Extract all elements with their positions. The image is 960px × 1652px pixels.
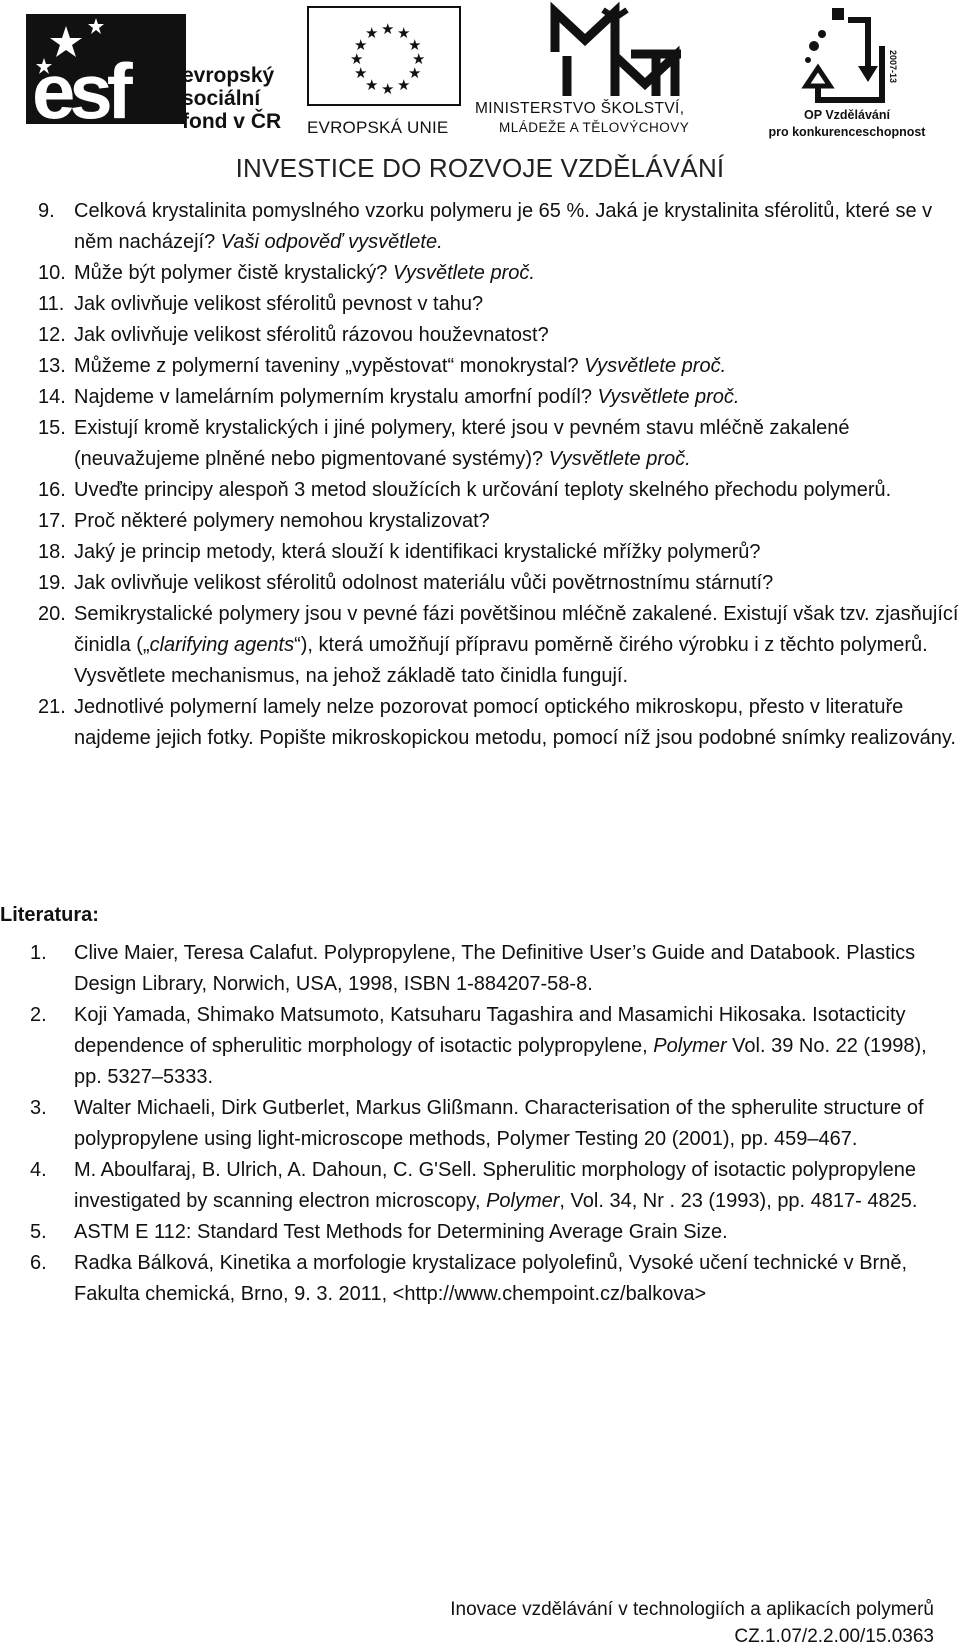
question-number: 14. bbox=[38, 386, 66, 408]
question-text: Celková krystalinita pomyslného vzorku polymeru je 65 %. Jaká je krystalinita sférolitů, které se v něm nacházejí? bbox=[74, 200, 933, 253]
reference-text: Walter Michaeli, Dirk Gutberlet, Markus Glißmann. Characterisation of the spherulite structure of polypropylene using light-microscope methods, Polymer Testing 20 (2001), pp. 459–467. bbox=[74, 1097, 924, 1150]
svg-text:★: ★ bbox=[408, 36, 422, 54]
footer-project-title: Inovace vzdělávání v technologiích a aplikacích polymerů bbox=[450, 1599, 934, 1620]
reference-item bbox=[0, 1217, 960, 1248]
question-item bbox=[0, 258, 960, 289]
question-number: 17. bbox=[38, 510, 66, 532]
questions-list bbox=[0, 196, 960, 754]
question-text: Jak ovlivňuje velikost sférolitů odolnost materiálu vůči povětrnostnímu stárnutí? bbox=[74, 572, 774, 594]
svg-text:★: ★ bbox=[365, 24, 379, 42]
op-line1: OP Vzdělávání bbox=[804, 108, 890, 122]
reference-text: ASTM E 112: Standard Test Methods for Determining Average Grain Size. bbox=[74, 1221, 728, 1243]
svg-text:esf: esf bbox=[32, 47, 127, 135]
question-text: Existují kromě krystalických i jiné polymery, které jsou v pevném stavu mléčně zakalené (neuvažujeme plněné nebo pigmentované systémy)? bbox=[74, 417, 850, 470]
esf-line1: evropský bbox=[182, 64, 275, 87]
question-number: 13. bbox=[38, 355, 66, 377]
svg-text:★: ★ bbox=[365, 76, 379, 94]
header-logos bbox=[0, 0, 960, 183]
eu-label: EVROPSKÁ UNIE bbox=[307, 118, 449, 137]
reference-item bbox=[0, 938, 960, 1000]
op-vk-logo bbox=[762, 6, 932, 138]
msmt-logo bbox=[475, 4, 755, 134]
question-text: Najdeme v lamelárním polymerním krystalu amorfní podíl? bbox=[74, 386, 592, 408]
op-mark bbox=[796, 6, 896, 106]
reference-item bbox=[0, 1093, 960, 1155]
question-text: Uveďte principy alespoň 3 metod sloužících k určování teploty skelného přechodu polymerů. bbox=[74, 479, 892, 501]
reference-text-cont: , Vol. 34, Nr . 23 (1993), pp. 4817- 4825. bbox=[559, 1190, 918, 1212]
eu-flag bbox=[307, 6, 461, 106]
question-item bbox=[0, 320, 960, 351]
questions-section bbox=[0, 196, 960, 754]
question-item bbox=[0, 537, 960, 568]
question-hint: Vaši odpověď vysvětlete. bbox=[220, 231, 443, 253]
literature-heading: Literatura: bbox=[0, 904, 99, 926]
question-hint: Vysvětlete proč. bbox=[584, 355, 727, 377]
footer-project-code: CZ.1.07/2.2.00/15.0363 bbox=[734, 1626, 934, 1647]
question-item bbox=[0, 599, 960, 692]
reference-item bbox=[0, 1248, 960, 1310]
svg-text:★: ★ bbox=[354, 36, 368, 54]
esf-line3: fond v ČR bbox=[182, 110, 282, 133]
esf-logo bbox=[26, 14, 296, 135]
reference-journal: Polymer bbox=[653, 1035, 727, 1057]
svg-text:★: ★ bbox=[397, 24, 411, 42]
question-item bbox=[0, 413, 960, 475]
question-item bbox=[0, 382, 960, 413]
esf-text bbox=[182, 64, 281, 133]
svg-text:★: ★ bbox=[354, 64, 368, 82]
question-hint: Vysvětlete proč. bbox=[392, 262, 535, 284]
question-term: clarifying agents bbox=[149, 634, 295, 656]
reference-number: 4. bbox=[30, 1159, 47, 1181]
reference-number: 5. bbox=[30, 1221, 47, 1243]
question-item bbox=[0, 568, 960, 599]
question-item bbox=[0, 692, 960, 754]
msmt-line2: MLÁDEŽE A TĚLOVÝCHOVY bbox=[499, 120, 690, 135]
question-item bbox=[0, 351, 960, 382]
svg-text:★: ★ bbox=[397, 76, 411, 94]
question-text: Může být polymer čistě krystalický? bbox=[74, 262, 388, 284]
reference-text: Clive Maier, Teresa Calafut. Polypropylene, The Definitive User’s Guide and Databook. Plastics Design Library, Norwich, USA, 1998, ISBN 1-884207-58-8. bbox=[74, 942, 916, 995]
svg-text:★: ★ bbox=[408, 64, 422, 82]
reference-number: 1. bbox=[30, 942, 47, 964]
question-number: 12. bbox=[38, 324, 66, 346]
reference-text: Radka Bálková, Kinetika a morfologie krystalizace polyolefinů, Vysoké učení technické v Brně, Fakulta chemická, Brno, 9. 3. 2011, <http://www.chempoint.cz/balkova> bbox=[74, 1252, 908, 1305]
svg-text:★: ★ bbox=[381, 20, 395, 38]
question-hint: Vysvětlete proč. bbox=[597, 386, 740, 408]
reference-journal: Polymer bbox=[486, 1190, 560, 1212]
investice-banner: INVESTICE DO ROZVOJE VZDĚLÁVÁNÍ bbox=[235, 153, 725, 183]
svg-text:★: ★ bbox=[412, 50, 426, 68]
question-number: 10. bbox=[38, 262, 66, 284]
question-number: 20. bbox=[38, 603, 66, 625]
esf-mark bbox=[26, 14, 186, 135]
question-text: Jak ovlivňuje velikost sférolitů rázovou houževnatost? bbox=[74, 324, 549, 346]
question-number: 16. bbox=[38, 479, 66, 501]
eu-stars-icon bbox=[309, 8, 459, 104]
question-item bbox=[0, 289, 960, 320]
question-text-cont: “), která umožňují přípravu poměrně čirého výrobku i z těchto polymerů. Vysvětlete mechanismus, na jehož základě tato činidla fungují. bbox=[74, 634, 928, 687]
op-years: 2007-13 bbox=[888, 50, 898, 84]
reference-item bbox=[0, 1000, 960, 1093]
question-number: 15. bbox=[38, 417, 66, 439]
literature-list bbox=[0, 938, 960, 1310]
question-number: 21. bbox=[38, 696, 66, 718]
question-number: 19. bbox=[38, 572, 66, 594]
esf-line2: sociální bbox=[182, 87, 261, 110]
question-item bbox=[0, 475, 960, 506]
msmt-mark bbox=[545, 4, 685, 100]
literature-section bbox=[0, 938, 960, 1310]
question-text: Jak ovlivňuje velikost sférolitů pevnost v tahu? bbox=[74, 293, 484, 315]
question-text: Jednotlivé polymerní lamely nelze pozorovat pomocí optického mikroskopu, přesto v literatuře najdeme jejich fotky. Popište mikroskopickou metodu, pomocí níž jsou podobné snímky realizovány. bbox=[74, 696, 956, 749]
page-footer bbox=[450, 1596, 934, 1650]
question-text: Můžeme z polymerní taveniny „vypěstovat“ monokrystal? bbox=[74, 355, 579, 377]
reference-text-cont: Vol. 39 No. 22 (1998), pp. 5327–5333. bbox=[74, 1035, 927, 1088]
question-text: Semikrystalické polymery jsou v pevné fázi povětšinou mléčně zakalené. Existují však tzv. zjasňující činidla („ bbox=[74, 603, 959, 656]
op-line2: pro konkurenceschopnost bbox=[768, 125, 926, 139]
reference-number: 3. bbox=[30, 1097, 47, 1119]
question-number: 9. bbox=[38, 200, 55, 222]
question-number: 11. bbox=[38, 293, 65, 315]
question-item bbox=[0, 506, 960, 537]
question-hint: Vysvětlete proč. bbox=[548, 448, 691, 470]
eu-logo bbox=[307, 6, 465, 137]
reference-item bbox=[0, 1155, 960, 1217]
reference-text: Koji Yamada, Shimako Matsumoto, Katsuharu Tagashira and Masamichi Hikosaka. Isotacticity dependence of spherulitic morphology of isotactic polypropylene, bbox=[74, 1004, 906, 1057]
question-number: 18. bbox=[38, 541, 66, 563]
svg-text:★: ★ bbox=[350, 50, 364, 68]
msmt-line1: MINISTERSTVO ŠKOLSTVÍ, bbox=[475, 100, 685, 117]
reference-number: 6. bbox=[30, 1252, 47, 1274]
reference-number: 2. bbox=[30, 1004, 47, 1026]
svg-text:★: ★ bbox=[381, 80, 395, 98]
question-text: Jaký je princip metody, která slouží k identifikaci krystalické mřížky polymerů? bbox=[74, 541, 761, 563]
question-item bbox=[0, 196, 960, 258]
question-text: Proč některé polymery nemohou krystalizovat? bbox=[74, 510, 490, 532]
reference-text: M. Aboulfaraj, B. Ulrich, A. Dahoun, C. G'Sell. Spherulitic morphology of isotactic polypropylene investigated by scanning electron microscopy, bbox=[74, 1159, 917, 1212]
